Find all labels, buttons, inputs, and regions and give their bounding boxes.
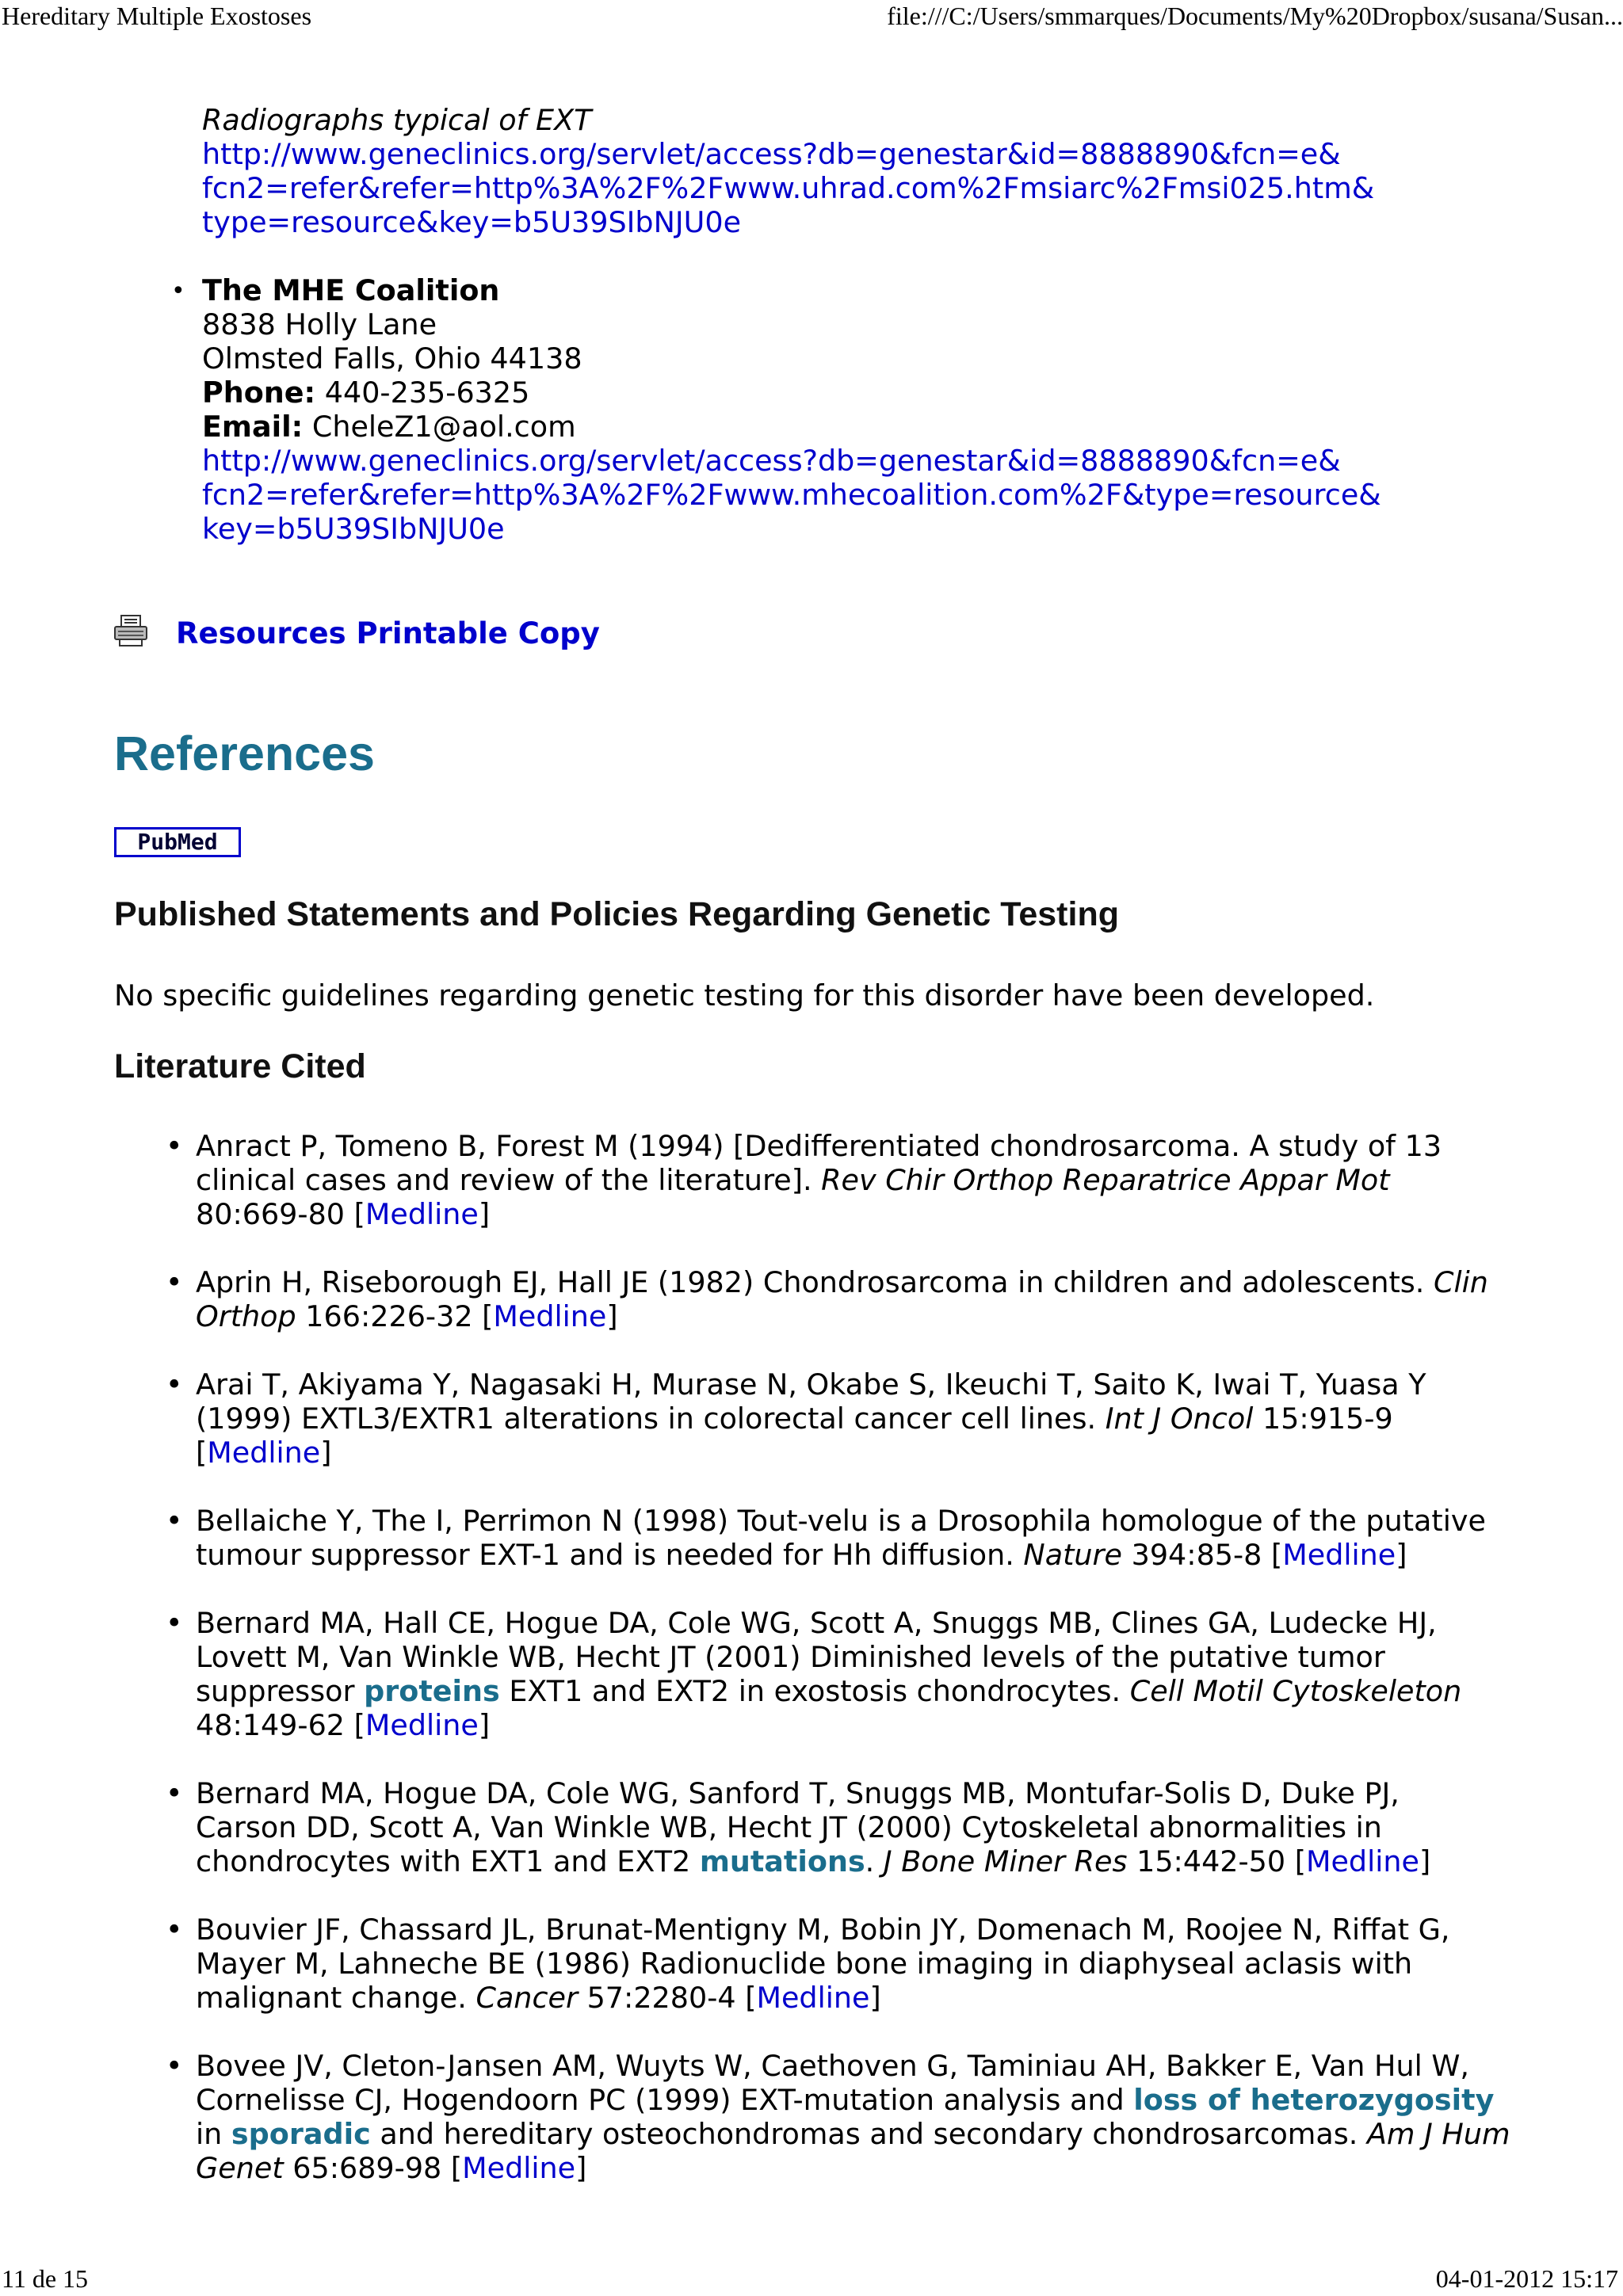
citation-line [196, 1606, 1591, 1640]
bullet-icon: • [166, 1504, 183, 1538]
citation-line [196, 1436, 1591, 1470]
medline-link[interactable]: Medline [756, 1981, 870, 2015]
journal-name: Int J Oncol [1105, 1402, 1254, 1436]
citation-item [166, 1265, 1591, 1333]
link-line: http://www.geneclinics.org/servlet/access?db=genestar&id=8888890&fcn=e& [202, 444, 1341, 478]
citation-text: chondrocytes with EXT1 and EXT2 [196, 1844, 700, 1878]
citation-text: [ [196, 1436, 208, 1470]
link-line: fcn2=refer&refer=http%3A%2F%2Fwww.mhecoalition.com%2F&type=resource& [202, 478, 1381, 512]
citation-item [166, 1367, 1591, 1470]
references-heading: References [114, 727, 375, 780]
journal-name: Genet [196, 2151, 284, 2185]
citation-line [196, 1913, 1591, 1947]
coalition-address-line1: 8838 Holly Lane [202, 307, 437, 341]
email-value: CheleZ1@aol.com [311, 410, 576, 444]
citation-text: ] [869, 1981, 881, 2015]
citation-line [196, 1674, 1591, 1708]
citation-text: ] [575, 2151, 587, 2185]
citation-line [196, 1947, 1591, 1981]
print-header [0, 0, 1623, 32]
citation-line [196, 1776, 1591, 1810]
citation-item [166, 1606, 1591, 1742]
citation-text: ] [478, 1197, 491, 1231]
citation-text: 48:149-62 [ [196, 1708, 365, 1742]
glossary-term-link[interactable]: loss of heterozygosity [1133, 2083, 1495, 2117]
radiographs-link[interactable] [202, 137, 1374, 239]
journal-name: Nature [1023, 1538, 1122, 1572]
citation-text: 394:85-8 [ [1122, 1538, 1283, 1572]
journal-name: Rev Chir Orthop Reparatrice Appar Mot [821, 1163, 1390, 1197]
citation-text: Bovee JV, Cleton-Jansen AM, Wuyts W, Caethoven G, Taminiau AH, Bakker E, Van Hul W, [196, 2049, 1470, 2083]
journal-name: Clin [1434, 1265, 1488, 1299]
citation-line [196, 1265, 1591, 1299]
coalition-phone [202, 376, 1381, 410]
bullet-icon: • [166, 1367, 183, 1402]
bullet-icon: • [166, 1606, 183, 1640]
citation-text: EXT1 and EXT2 in exostosis chondrocytes. [499, 1674, 1130, 1708]
citation-item [166, 1504, 1591, 1572]
citation-text: ] [478, 1708, 491, 1742]
coalition-link[interactable] [202, 444, 1381, 546]
citation-text: 15:915-9 [1253, 1402, 1393, 1436]
link-line: type=resource&key=b5U39SIbNJU0e [202, 205, 742, 239]
citation-text: tumour suppressor EXT-1 and is needed for Hh diffusion. [196, 1538, 1024, 1572]
citation-line [196, 1981, 1591, 2015]
citation-text: (1999) EXTL3/EXTR1 alterations in colorectal cancer cell lines. [196, 1402, 1106, 1436]
citation-item [166, 1129, 1591, 1231]
bullet-icon: • [166, 2049, 183, 2083]
citation-text: Bouvier JF, Chassard JL, Brunat-Mentigny M, Bobin JY, Domenach M, Roojee N, Riffat G, [196, 1913, 1450, 1947]
page-number: 11 de 15 [2, 2264, 89, 2293]
citation-text: clinical cases and review of the literature]. [196, 1163, 822, 1197]
print-datetime: 04-01-2012 15:17 [1435, 2264, 1618, 2293]
journal-name: Orthop [196, 1299, 296, 1333]
radiographs-label: Radiographs typical of EXT [202, 103, 592, 137]
citation-line [196, 2049, 1591, 2083]
citation-item [166, 1913, 1591, 2015]
citation-text: malignant change. [196, 1981, 476, 2015]
bullet-icon: • [166, 1129, 183, 1163]
statements-text: No specific guidelines regarding genetic testing for this disorder have been developed. [114, 978, 1375, 1013]
resources-printable-copy-link[interactable]: Resources Printable Copy [176, 616, 600, 650]
phone-value: 440-235-6325 [324, 376, 530, 410]
journal-name: Cancer [475, 1981, 578, 2015]
citation-line [196, 1810, 1591, 1844]
citation-line [196, 1197, 1591, 1231]
citation-text: ] [1396, 1538, 1407, 1572]
citation-text: ] [1419, 1844, 1431, 1878]
bullet-icon: • [171, 277, 185, 305]
citation-line [196, 2083, 1591, 2117]
coalition-block [202, 273, 1381, 546]
journal-name: Cell Motil Cytoskeleton [1129, 1674, 1462, 1708]
citation-item [166, 2049, 1591, 2185]
citation-text: Bernard MA, Hogue DA, Cole WG, Sanford T, Snuggs MB, Montufar-Solis D, Duke PJ, [196, 1776, 1400, 1810]
medline-link[interactable]: Medline [365, 1197, 479, 1231]
bullet-icon: • [166, 1265, 183, 1299]
journal-name: J Bone Miner Res [883, 1844, 1128, 1878]
coalition-name: The MHE Coalition [202, 273, 500, 307]
citation-text: Bellaiche Y, The I, Perrimon N (1998) Tout-velu is a Drosophila homologue of the putative [196, 1504, 1486, 1538]
statements-heading: Published Statements and Policies Regarding Genetic Testing [114, 895, 1119, 933]
radiographs-block [202, 103, 1374, 239]
document-url: file:///C:/Users/smmarques/Documents/My%20Dropbox/susana/Susan... [887, 2, 1623, 30]
citation-line [196, 1640, 1591, 1674]
pubmed-button[interactable]: PubMed [114, 827, 241, 857]
citation-text: Lovett M, Van Winkle WB, Hecht JT (2001) Diminished levels of the putative tumor [196, 1640, 1385, 1674]
citation-text: suppressor [196, 1674, 365, 1708]
glossary-term-link[interactable]: mutations [699, 1844, 865, 1878]
citation-text: . [865, 1844, 884, 1878]
journal-name: Am J Hum [1366, 2117, 1510, 2151]
citation-line [196, 1129, 1591, 1163]
citation-text: 57:2280-4 [ [577, 1981, 757, 2015]
document-title: Hereditary Multiple Exostoses [2, 2, 312, 30]
medline-link[interactable]: Medline [207, 1436, 321, 1470]
citation-text: Aprin H, Riseborough EJ, Hall JE (1982) Chondrosarcoma in children and adolescents. [196, 1265, 1434, 1299]
printer-icon[interactable] [113, 614, 148, 647]
glossary-term-link[interactable]: sporadic [231, 2117, 371, 2151]
citation-text: 166:226-32 [ [296, 1299, 494, 1333]
citation-text: and hereditary osteochondromas and secondary chondrosarcomas. [370, 2117, 1367, 2151]
print-footer [0, 2261, 1623, 2296]
phone-label: Phone: [202, 376, 316, 410]
citation-line [196, 1163, 1591, 1197]
glossary-term-link[interactable]: proteins [364, 1674, 500, 1708]
citation-text: in [196, 2117, 231, 2151]
citation-line [196, 1299, 1591, 1333]
literature-cited-heading: Literature Cited [114, 1047, 366, 1085]
medline-link[interactable]: Medline [462, 2151, 576, 2185]
citation-line [196, 1538, 1591, 1572]
citation-line [196, 1367, 1591, 1402]
link-line: http://www.geneclinics.org/servlet/access?db=genestar&id=8888890&fcn=e& [202, 137, 1341, 171]
citation-text: 15:442-50 [ [1127, 1844, 1306, 1878]
citation-text: Mayer M, Lahneche BE (1986) Radionuclide bone imaging in diaphyseal aclasis with [196, 1947, 1413, 1981]
citation-text: Bernard MA, Hall CE, Hogue DA, Cole WG, Scott A, Snuggs MB, Clines GA, Ludecke HJ, [196, 1606, 1437, 1640]
citation-text: Anract P, Tomeno B, Forest M (1994) [Dedifferentiated chondrosarcoma. A study of 13 [196, 1129, 1442, 1163]
citation-text: ] [606, 1299, 618, 1333]
coalition-email [202, 410, 1381, 444]
citation-line [196, 2117, 1591, 2151]
citation-text: Carson DD, Scott A, Van Winkle WB, Hecht JT (2000) Cytoskeletal abnormalities in [196, 1810, 1382, 1844]
citation-line [196, 2151, 1591, 2185]
citation-line [196, 1504, 1591, 1538]
citation-item [166, 1776, 1591, 1878]
email-label: Email: [202, 410, 304, 444]
citation-text: Cornelisse CJ, Hogendoorn PC (1999) EXT-mutation analysis and [196, 2083, 1134, 2117]
medline-link[interactable]: Medline [365, 1708, 479, 1742]
medline-link[interactable]: Medline [1282, 1538, 1396, 1572]
citation-line [196, 1402, 1591, 1436]
citation-text: 65:689-98 [ [283, 2151, 463, 2185]
citation-text: Arai T, Akiyama Y, Nagasaki H, Murase N, Okabe S, Ikeuchi T, Saito K, Iwai T, Yuasa Y [196, 1367, 1426, 1402]
bullet-icon: • [166, 1913, 183, 1947]
link-line: key=b5U39SIbNJU0e [202, 512, 505, 546]
citation-line [196, 1708, 1591, 1742]
bullet-icon: • [166, 1776, 183, 1810]
coalition-address-line2: Olmsted Falls, Ohio 44138 [202, 341, 582, 376]
citation-text: ] [320, 1436, 332, 1470]
link-line: fcn2=refer&refer=http%3A%2F%2Fwww.uhrad.com%2Fmsiarc%2Fmsi025.htm& [202, 171, 1375, 205]
citation-line [196, 1844, 1591, 1878]
medline-link[interactable]: Medline [493, 1299, 607, 1333]
citation-text: 80:669-80 [ [196, 1197, 365, 1231]
medline-link[interactable]: Medline [1305, 1844, 1419, 1878]
